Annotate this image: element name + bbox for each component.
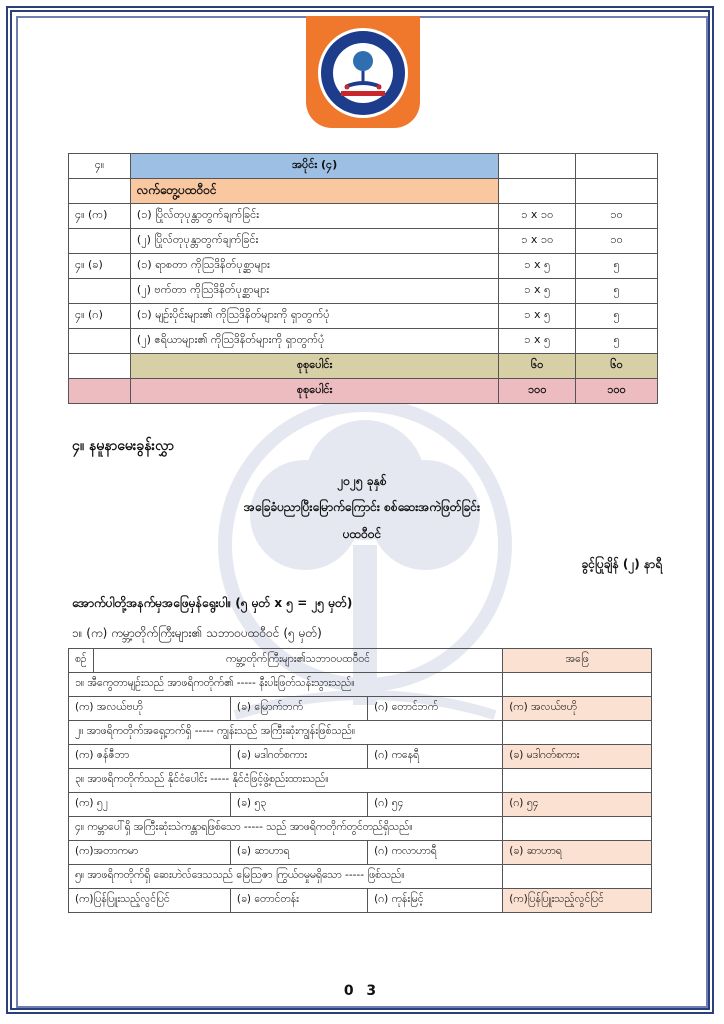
question-blank xyxy=(503,769,652,793)
row-mark: ၁ x ၅ xyxy=(499,329,576,354)
row-mark: ၁ x ၁၀ xyxy=(499,204,576,229)
table-row xyxy=(69,279,658,304)
options-row xyxy=(69,745,652,769)
question-row xyxy=(69,865,652,889)
question-text: ၃။ အာဖရိကတိုက်သည် နိုင်ငံပေါင်း ----- နိုင်ငံဖြင့်ဖွဲ့စည်းထားသည်။ xyxy=(69,769,503,793)
option-c: (ဂ) ၅၄ xyxy=(368,793,503,817)
options-row xyxy=(69,697,652,721)
options-row xyxy=(69,841,652,865)
grandtotal-mark: ၁၀၀ xyxy=(499,379,576,404)
question-blank xyxy=(503,673,652,697)
row-total: ၁၀ xyxy=(576,204,658,229)
row-mark: ၁ x ၅ xyxy=(499,254,576,279)
table-row xyxy=(69,254,658,279)
answer-cell: (ခ) မဒါဂတ်စကား xyxy=(503,745,652,769)
subtotal-label: စုစုပေါင်း xyxy=(130,354,498,379)
option-b: (ခ) မြောက်ဘက် xyxy=(230,697,367,721)
exam-subject: ပထဝီဝင် xyxy=(342,527,382,541)
row-label: (၁) မျဉ်းပိုင်းများ၏ ကိုဩဒိနိတ်များကို ရှာတွက်ပုံ xyxy=(130,304,498,329)
exam-title: အခြေခံပညာပြီးမြောက်ကြောင်း စစ်ဆေးအကဲဖြတ်ခြင်း xyxy=(243,500,481,514)
row-total: ၁၀ xyxy=(576,229,658,254)
option-b: (ခ) မဒါဂတ်စကား xyxy=(230,745,367,769)
q-header-answer: အဖြေ xyxy=(503,649,652,673)
row-label: (၁) ရာစတာ ကိုဩဒိနိတ်ပုစ္ဆာများ xyxy=(130,254,498,279)
answer-cell: (က)ပြန်ပြူးသည့်လွင်ပြင် xyxy=(503,889,652,913)
table-row xyxy=(69,204,658,229)
row-no xyxy=(69,279,131,304)
option-c: (ဂ) ကုန်းမြင့် xyxy=(368,889,503,913)
question-row xyxy=(69,769,652,793)
option-a: (က) အလယ်ဗဟို xyxy=(69,697,231,721)
question-row xyxy=(69,817,652,841)
option-b: (ခ) ဆာဟာရ xyxy=(230,841,367,865)
option-a: (က)ပြန်ပြူးသည့်လွင်ပြင် xyxy=(69,889,231,913)
row-no: ၄။ (က) xyxy=(69,204,131,229)
option-b: (ခ) ၅၃ xyxy=(230,793,367,817)
option-c: (ဂ) တောင်ဘက် xyxy=(368,697,503,721)
options-row xyxy=(69,889,652,913)
question-intro: ၁။ (က) ကမ္ဘာ့တိုက်ကြီးများ၏ သဘာဝပထဝီဝင် (၅ မှတ်) xyxy=(72,626,322,640)
subheader-blank xyxy=(499,179,576,204)
q-header-no: စဉ် xyxy=(69,649,94,673)
row-no: ၄။ (ခ) xyxy=(69,254,131,279)
subtotal-total: ၆၀ xyxy=(576,354,658,379)
header-no: ၄။ xyxy=(69,154,131,179)
table-row xyxy=(69,304,658,329)
row-total: ၅ xyxy=(576,279,658,304)
grandtotal-total: ၁၀၀ xyxy=(576,379,658,404)
q-header-title: ကမ္ဘာ့တိုက်ကြီးများ၏သဘာဝပထဝီဝင် xyxy=(93,649,502,673)
question-text: ၁။ အီကွေတာမျဉ်းသည် အာဖရိကတိုက်၏ ----- နီးပါးဖြတ်သန်းသွားသည်။ xyxy=(69,673,503,697)
subheader-blank xyxy=(69,179,131,204)
subheader-blank xyxy=(576,179,658,204)
answer-cell: (က) အလယ်ဗဟို xyxy=(503,697,652,721)
subtotal-mark: ၆၀ xyxy=(499,354,576,379)
row-mark: ၁ x ၅ xyxy=(499,279,576,304)
subtotal-blank xyxy=(69,354,131,379)
question-text: ၅။ အာဖရိကတိုက်ရှိ ဆေးဟဲလ်ဒေသသည် မြေသြဇာ ကြွယ်ဝမှုမရှိသော ----- ဖြစ်သည်။ xyxy=(69,865,503,889)
header-blank xyxy=(576,154,658,179)
header-title: အပိုင်း (၄) xyxy=(130,154,498,179)
row-label: (၂) ဧရိယာများ၏ ကိုဩဒိနိတ်များကို ရှာတွက်ပုံ xyxy=(130,329,498,354)
subtotal-row xyxy=(69,354,658,379)
marks-table xyxy=(68,153,658,404)
row-no xyxy=(69,329,131,354)
question-blank xyxy=(503,817,652,841)
grandtotal-row xyxy=(69,379,658,404)
option-a: (က) ၅၂ xyxy=(69,793,231,817)
answer-cell: (ဂ) ၅၄ xyxy=(503,793,652,817)
option-c: (ဂ) ကလာဟာရီ xyxy=(368,841,503,865)
question-blank xyxy=(503,721,652,745)
grandtotal-blank xyxy=(69,379,131,404)
table-row xyxy=(69,329,658,354)
question-blank xyxy=(503,865,652,889)
question-text: ၄။ ကမ္ဘာပေါ်ရှိ အကြီးဆုံးသဲကန္တာရဖြစ်သော ----- သည် အာဖရိကတိုက်တွင်တည်ရှိသည်။ xyxy=(69,817,503,841)
question-text: ၂။ အာဖရိကတိုက်အရှေ့ဘက်ရှိ ----- ကျွန်းသည် အကြီးဆုံးကျွန်းဖြစ်သည်။ xyxy=(69,721,503,745)
row-label: (၂) ဗက်တာ ကိုဩဒိနိတ်ပုစ္ဆာများ xyxy=(130,279,498,304)
row-label: (၁) ပြိုလ်တုပုန္တာတွက်ချက်ခြင်း xyxy=(130,204,498,229)
row-total: ၅ xyxy=(576,254,658,279)
instruction: အောက်ပါတို့အနက်မှအဖြေမှန်ရွေးပါ။ (၅ မှတ် x ၅ = ၂၅ မှတ်) xyxy=(72,596,353,610)
header-blank xyxy=(499,154,576,179)
question-table xyxy=(68,648,652,913)
options-row xyxy=(69,793,652,817)
row-total: ၅ xyxy=(576,304,658,329)
row-no xyxy=(69,229,131,254)
option-a: (က)အတာကမာ xyxy=(69,841,231,865)
question-row xyxy=(69,673,652,697)
subheader-title: လက်တွေ့ပထဝီဝင် xyxy=(130,179,498,204)
page-number: 0 3 xyxy=(343,983,381,999)
question-row xyxy=(69,721,652,745)
row-no: ၄။ (ဂ) xyxy=(69,304,131,329)
grandtotal-label: စုစုပေါင်း xyxy=(130,379,498,404)
row-total: ၅ xyxy=(576,329,658,354)
option-c: (ဂ) ကနေရီ xyxy=(368,745,503,769)
exam-time: ခွင့်ပြုချိန် (၂) နာရီ xyxy=(581,557,662,571)
exam-year: ၂၀၂၅ ခုနှစ် xyxy=(337,474,387,488)
section-heading: ၄။ နမူနာမေးခွန်းလွှာ xyxy=(72,438,174,454)
option-a: (က) ဇန်ဇီဘာ xyxy=(69,745,231,769)
option-b: (ခ) တောင်တန်း xyxy=(230,889,367,913)
school-logo xyxy=(318,28,408,118)
table-row xyxy=(69,229,658,254)
row-label: (၂) ပြိုလ်တုပုန္တာတွက်ချက်ခြင်း xyxy=(130,229,498,254)
row-mark: ၁ x ၅ xyxy=(499,304,576,329)
answer-cell: (ခ) ဆာဟာရ xyxy=(503,841,652,865)
row-mark: ၁ x ၁၀ xyxy=(499,229,576,254)
